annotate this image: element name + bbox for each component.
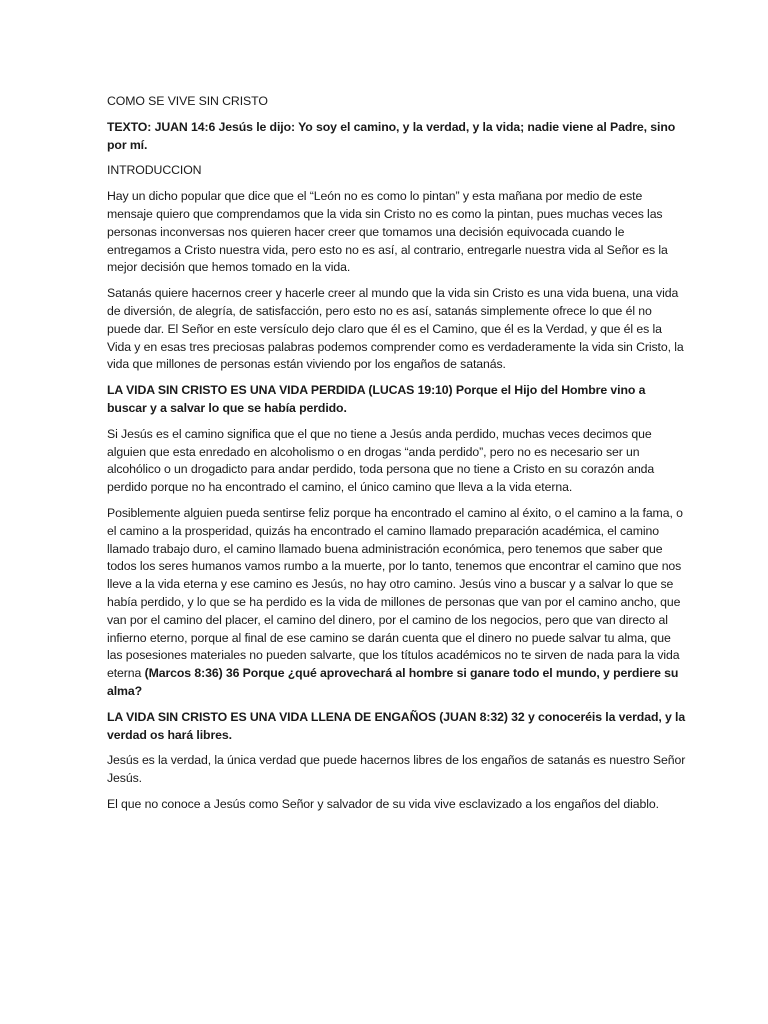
section-2-heading: LA VIDA SIN CRISTO ES UNA VIDA LLENA DE ENGAÑOS (JUAN 8:32) 32 y conoceréis la verdad, y la verdad os hará libres. [107,709,686,742]
section-1-heading: LA VIDA SIN CRISTO ES UNA VIDA PERDIDA (LUCAS 19:10) Porque el Hijo del Hombre vino a buscar y a salvar lo que se había perdido. [107,383,646,415]
scripture-text: TEXTO: JUAN 14:6 Jesús le dijo: Yo soy el camino, y la verdad, y la vida; nadie viene al Padre, sino por mí. [107,119,676,152]
intro-heading: INTRODUCCION [107,163,202,178]
intro-paragraph-1: Hay un dicho popular que dice que el “León no es como lo pintan” y esta mañana por medio de este mensaje quiero que comprendamos que la vida sin Cristo no es como la pintan, pues muchas veces las personas inconversas nos quieren hacer creer que tomamos una decisión equivocada cuando le entregamos a Cristo nuestra vida, pero esto no es así, al contrario, entregarle nuestra vida al Señor es la mejor decisión que hemos tomado en la vida. [107,189,668,275]
section-1-paragraph-2 [107,505,688,701]
section-1-paragraph-2-citation: (Marcos 8:36) 36 Porque ¿qué aprovechará al hombre si ganare todo el mundo, y perdiere su alma? [107,666,679,698]
section-2-paragraph-2: El que no conoce a Jesús como Señor y salvador de su vida vive esclavizado a los engaños del diablo. [107,796,659,811]
section-1-paragraph-1: Si Jesús es el camino significa que el que no tiene a Jesús anda perdido, muchas veces decimos que alguien que esta enredado en alcoholismo o en drogas “anda perdido”, pero no es necesario ser un alcohólico o un drogadicto para andar perdido, toda persona que no tiene a Cristo en su corazón anda perdido porque no ha encontrado el camino, el único camino que lleva a la vida eterna. [107,426,655,495]
intro-paragraph-2: Satanás quiere hacernos creer y hacerle creer al mundo que la vida sin Cristo es una vida buena, una vida de diversión, de alegría, de satisfacción, pero esto no es así, satanás simplemente ofrece lo que él no puede dar. El Señor en este versículo dejo claro que él es el Camino, que él es la Verdad, y que él es la Vida y en esas tres preciosas palabras podemos comprender como es verdaderamente la vida sin Cristo, la vida que millones de personas están viviendo por los engaños de satanás. [107,286,684,372]
section-1-paragraph-2-text: Posiblemente alguien pueda sentirse feliz porque ha encontrado el camino al éxito, o el camino a la fama, o el camino a la prosperidad, quizás ha encontrado el camino llamado preparación académica, el camino llamado trabajo duro, el camino llamado buena administración económica, pero tenemos que saber que todos los seres humanos vamos rumbo a la muerte, por lo tanto, tenemos que encontrar el camino que nos lleve a la vida eterna y ese camino es Jesús, no hay otro camino. Jesús vino a buscar y a salvar lo que se había perdido, y lo que se ha perdido es la vida de millones de personas que van por el camino ancho, que van por el camino del placer, el camino del dinero, por el camino de los negocios, pero que van directo al infierno eterno, porque al final de ese camino se darán cuenta que el dinero no puede salvar tu alma, que las posesiones materiales no pueden salvarte, que los títulos académicos no te sirven de nada para la vida eterna [107,505,683,681]
document-title: COMO SE VIVE SIN CRISTO [107,94,268,108]
section-2-paragraph-1: Jesús es la verdad, la única verdad que puede hacernos libres de los engaños de satanás es nuestro Señor Jesús. [107,753,686,786]
